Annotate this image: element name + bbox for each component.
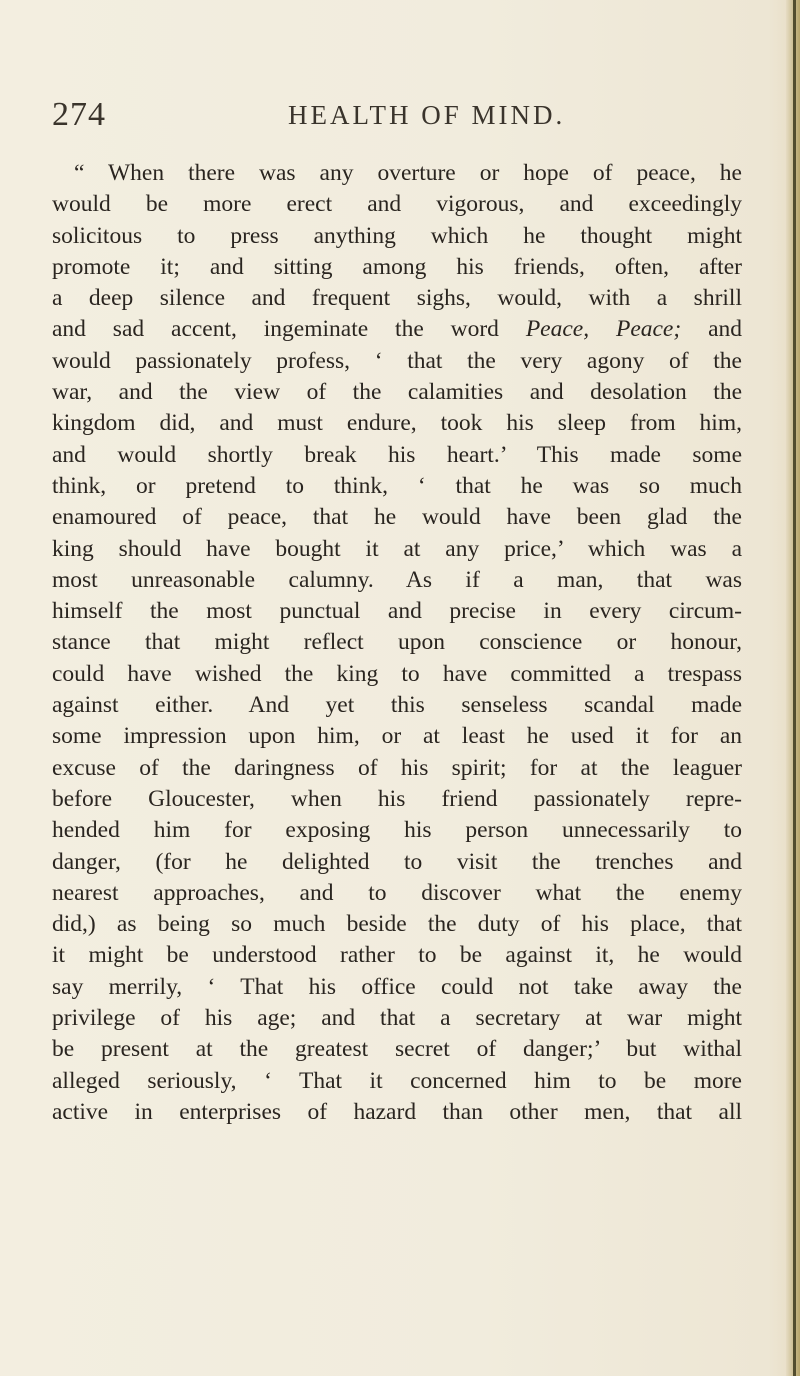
text-line: himself the most punctual and precise in every circum-	[52, 598, 742, 625]
text-line: before Gloucester, when his friend passionately repre-	[52, 785, 742, 812]
text-line: and would shortly break his heart.’ This made some	[52, 441, 742, 468]
text-line: would be more erect and vigorous, and exceedingly	[52, 191, 742, 218]
text-line: most unreasonable calumny. As if a man, that was	[52, 566, 742, 593]
page-edge	[786, 0, 800, 1376]
text-line: active in enterprises of hazard than other men, that all	[52, 1098, 742, 1125]
running-head	[52, 96, 738, 140]
page-number: 274	[52, 96, 106, 133]
text-line: and sad accent, ingeminate the word Peace, Peace; and	[52, 316, 742, 343]
text-line: hended him for exposing his person unnecessarily to	[52, 817, 742, 844]
running-title: HEALTH OF MIND.	[288, 100, 566, 130]
text-line: it might be understood rather to be against it, he would	[52, 942, 742, 969]
text-line: solicitous to press anything which he thought might	[52, 222, 742, 249]
text-line: did,) as being so much beside the duty of his place, that	[52, 911, 742, 938]
text-line: “ When there was any overture or hope of peace, he	[74, 160, 742, 186]
text-line: some impression upon him, or at least he used it for an	[52, 723, 742, 750]
text-line: stance that might reflect upon conscience or honour,	[52, 629, 742, 656]
text-line: war, and the view of the calamities and desolation the	[52, 379, 742, 406]
body-text	[52, 158, 742, 1128]
page-edge-rule	[793, 0, 796, 1376]
text-line: king should have bought it at any price,’ which was a	[52, 535, 742, 562]
text-line: danger, (for he delighted to visit the trenches and	[52, 848, 742, 875]
text-line: nearest approaches, and to discover what the enemy	[52, 879, 742, 906]
text-line: privilege of his age; and that a secretary at war might	[52, 1005, 742, 1032]
text-line: say merrily, ‘ That his office could not take away the	[52, 973, 742, 1000]
text-line: kingdom did, and must endure, took his sleep from him,	[52, 410, 742, 437]
text-line: a deep silence and frequent sighs, would, with a shrill	[52, 285, 742, 312]
text-line: be present at the greatest secret of danger;’ but withal	[52, 1036, 742, 1063]
text-line: could have wished the king to have committed a trespass	[52, 660, 742, 687]
text-line: would passionately profess, ‘ that the very agony of the	[52, 347, 742, 374]
text-line: alleged seriously, ‘ That it concerned him to be more	[52, 1067, 742, 1094]
italic-phrase: Peace, Peace;	[525, 316, 682, 343]
text-line: enamoured of peace, that he would have been glad the	[52, 504, 742, 531]
text-line: think, or pretend to think, ‘ that he was so much	[52, 472, 742, 499]
text-line: excuse of the daringness of his spirit; for at the leaguer	[52, 754, 742, 781]
text-line: promote it; and sitting among his friends, often, after	[52, 253, 742, 280]
text-line: against either. And yet this senseless scandal made	[52, 692, 742, 719]
